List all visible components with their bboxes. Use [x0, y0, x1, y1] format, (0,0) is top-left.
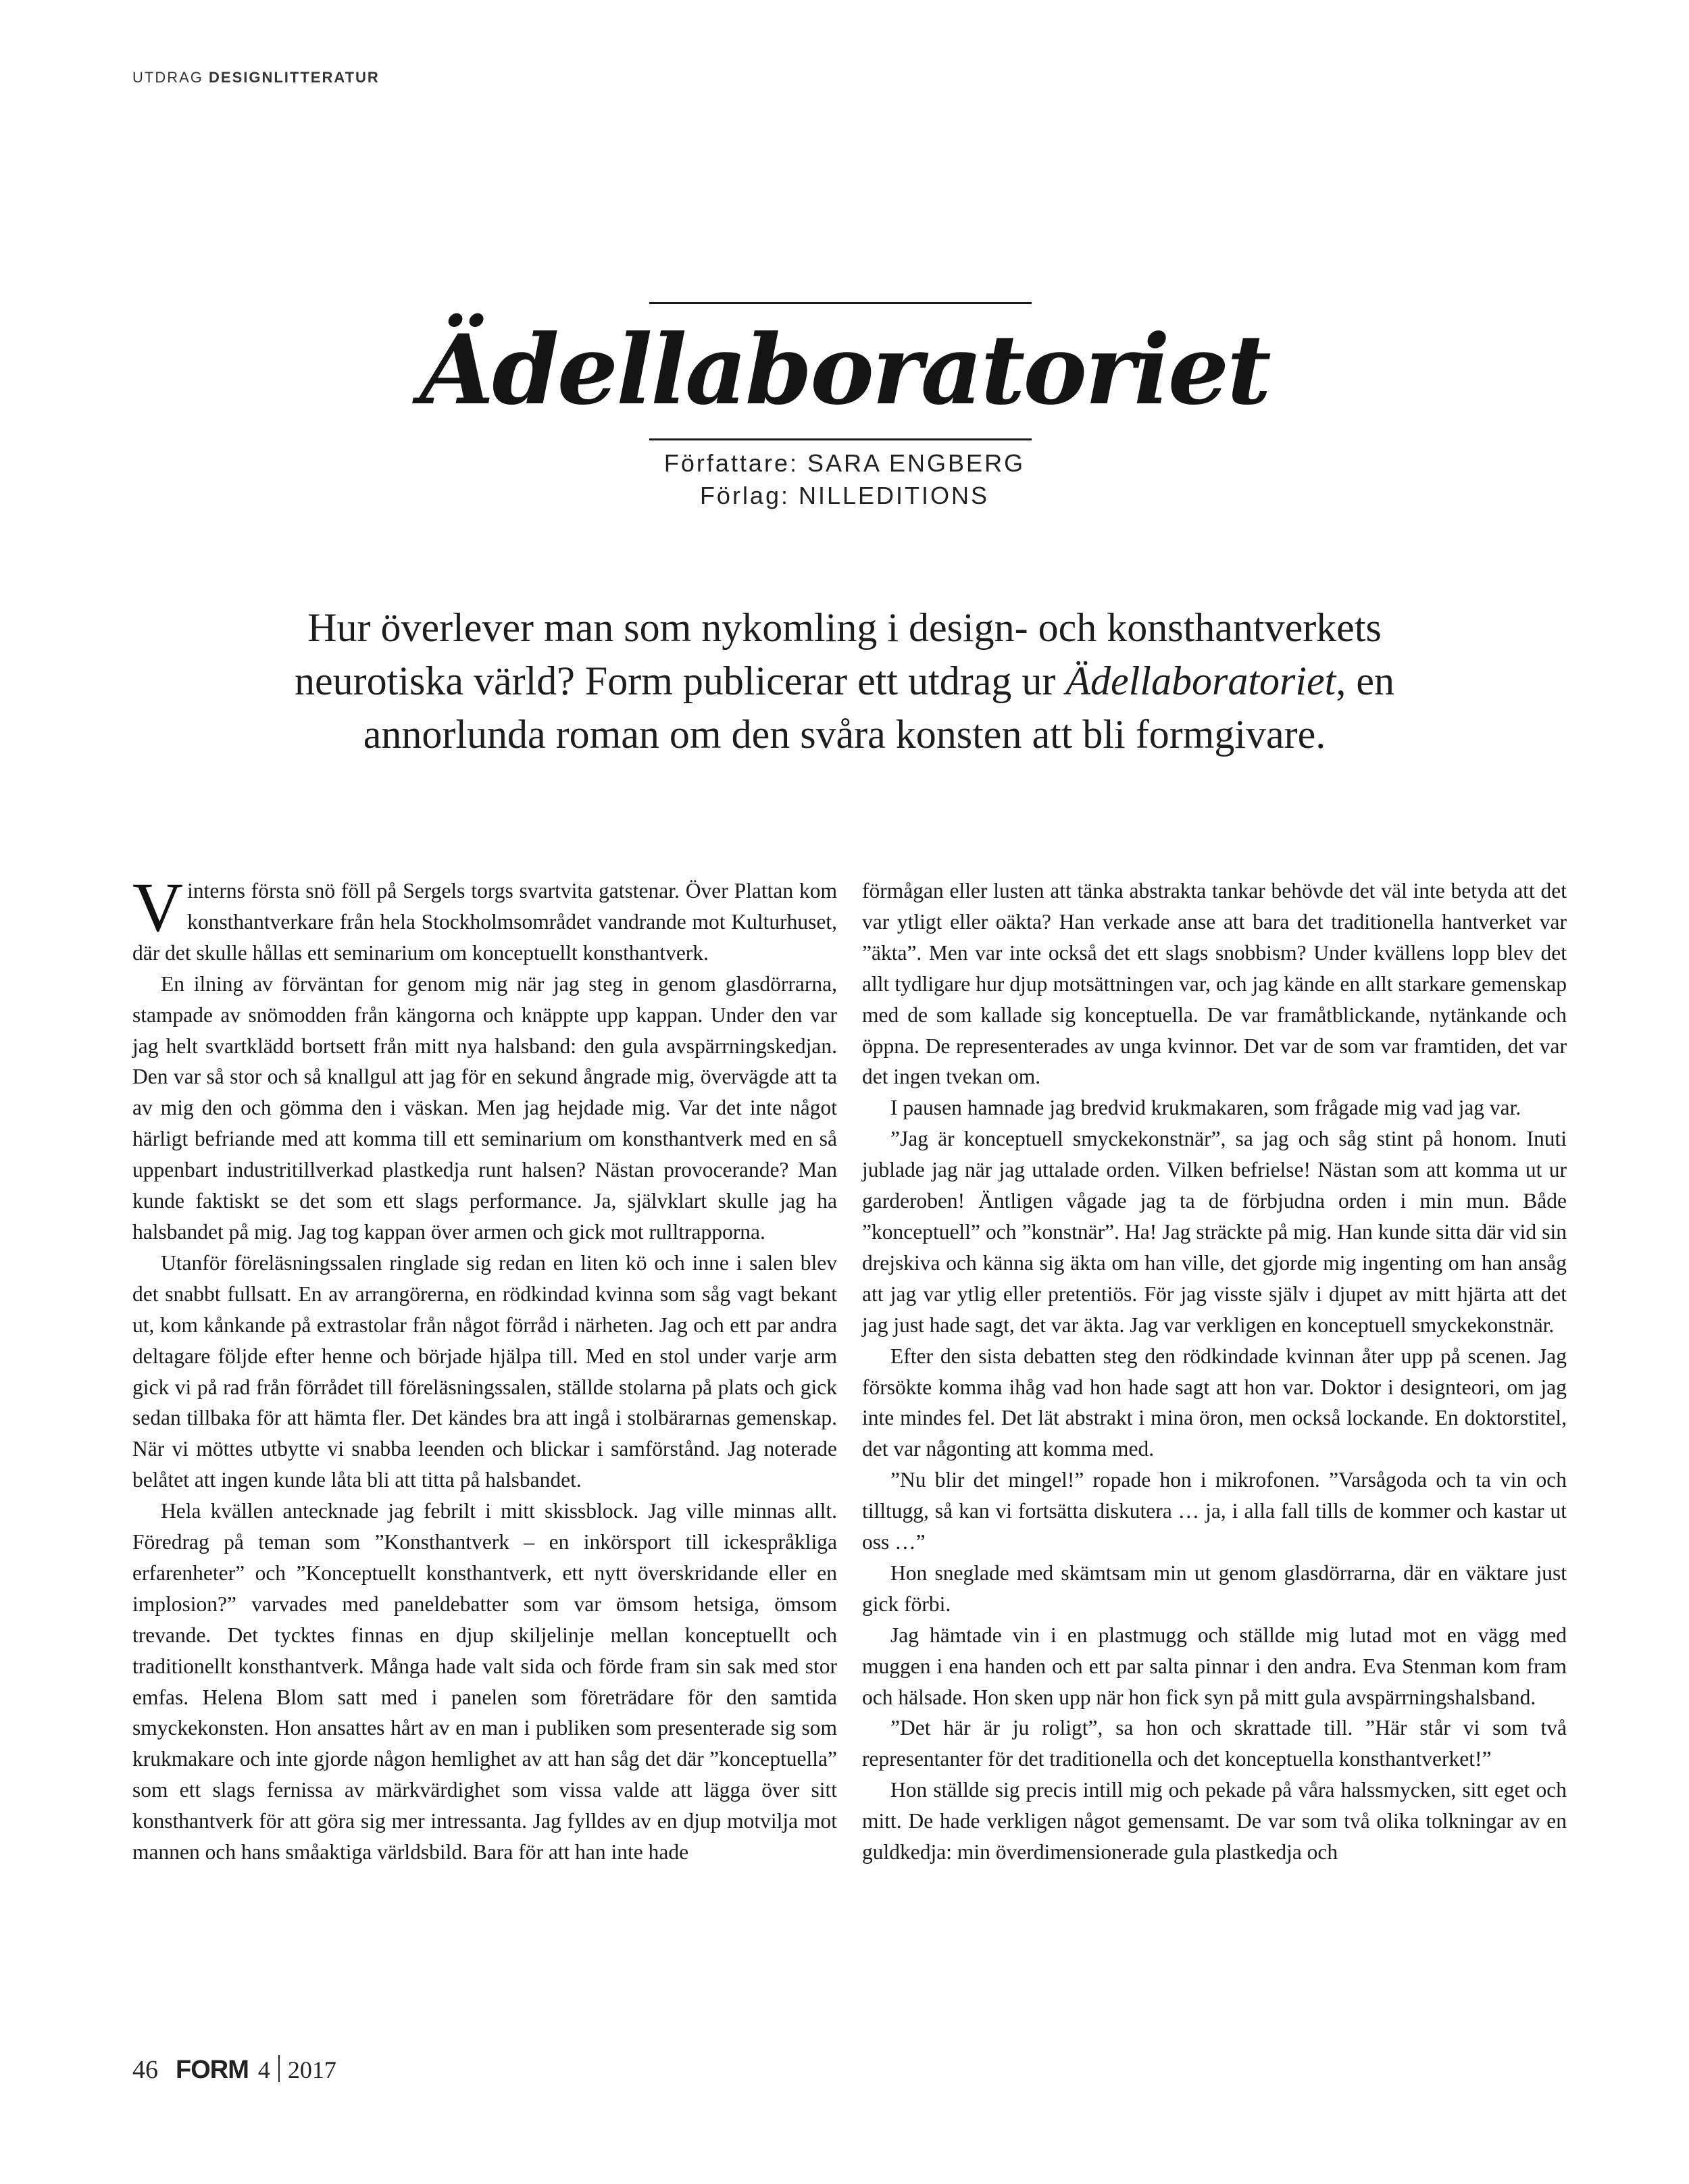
- body-paragraph: Utanför föreläsningssalen ringlade sig redan en liten kö och inne i salen blev det snabbt fullsatt. En av arrangörerna, en rödkindad kvinna som såg vagt bekant ut, kom kånkande på extrastolar från något förråd i närheten. Jag och ett par andra deltagare följde efter henne och började hjälpa till. Med en stol under varje arm gick vi på rad från förrådet till föreläsningssalen, ställde stolarna på plats och gick sedan tillbaka för att hämta fler. Det kändes bra att ingå i stolbärarnas gemenskap. När vi möttes utbytte vi snabba leenden och blickar i samförstånd. Jag noterade belåtet att ingen kunde låta bli att titta på halsbandet.: [132, 1250, 837, 1492]
- publisher-label: Förlag:: [699, 482, 790, 509]
- publisher-name: NILLEDITIONS: [799, 482, 990, 509]
- drop-cap: V: [132, 869, 184, 946]
- publisher-line: [513, 480, 1176, 512]
- lead-book-title: Ädellaboratoriet: [1065, 659, 1336, 703]
- lead-part-2: , en annorlunda roman om den svåra konsten att bli formgivare.: [363, 659, 1394, 757]
- body-paragraph: Hela kvällen antecknade jag febrilt i mitt skissblock. Jag ville minnas allt. Föredrag på teman som ”Konsthantverk – en inkörsport till ickespråkliga erfarenheter” och ”Konceptuellt konsthantverk, ett nytt överskridande eller en implosion?” varvades med paneldebatter som var ömsom hetsiga, ömsom trevande. Det tycktes finnas en djup skiljelinje mellan konceptuellt och traditionellt konsthantverk. Många hade valt sida och förde fram sin sak med stor emfas. Helena Blom satt med i panelen som företrädare för den samtida smyckekonsten. Hon ansattes hårt av en man i publiken som presenterade sig som krukmakare och inte gjorde någon hemlighet av att han såg det där ”konceptuella” som ett slags fernissa av märkvärdighet som vissa valde att lägga över sitt konsthantverk för att göra sig mer intressanta. Jag fylldes av en djup motvilja mot mannen och hans småaktiga världsbild. Bara för att han inte hade: [132, 1499, 837, 1864]
- author-line: [513, 447, 1176, 480]
- body-paragraph: I pausen hamnade jag bredvid krukmakaren, som frågade mig vad jag var.: [890, 1096, 1521, 1120]
- issue-number: 4: [257, 2056, 270, 2083]
- body-paragraph: Hon sneglade med skämtsam min ut genom glasdörrarna, där en väktare just gick förbi.: [862, 1560, 1567, 1616]
- body-paragraph: Hon ställde sig precis intill mig och pekade på våra halssmycken, sitt eget och mitt. De hade verkligen något gemensamt. De var som två olika tolkningar av en guldkedja: min överdimensionerade gula plastkedja och: [862, 1778, 1567, 1864]
- author-label: Författare:: [663, 449, 799, 477]
- body-column-left: [132, 869, 837, 1868]
- section-label: [132, 69, 380, 86]
- paragraph-text: interns första snö föll på Sergels torgs svartvita gatstenar. Över Plattan kom konsthantverkare från hela Stockholmsområdet vandrande mot Kulturhuset, där det skulle hållas ett seminarium om konceptuellt konsthantverk.: [132, 879, 837, 965]
- section-label-light: UTDRAG: [132, 69, 203, 86]
- body-paragraph: En ilning av förväntan for genom mig när jag steg in genom glasdörrarna, stampade av snömodden från kängorna och knäppte upp kappan. Under den var jag helt svartklädd bortsett från mitt nya halsband: den gula avspärrningskedjan. Den var så stor och så knallgul att jag för en sekund ångrade mig, övervägde att ta av mig den och gömma den i väskan. Men jag hejdade mig. Var det inte något härligt befriande med att komma till ett seminarium om konsthantverk med en så uppenbart industritillverkad plastkedja runt halsen? Nästan provocerande? Man kunde faktiskt se det som ett slags performance. Ja, självklart skulle jag ha halsbandet på mig. Jag tog kappan över armen och gick mot rulltrapporna.: [132, 971, 837, 1244]
- body-paragraph: Jag hämtade vin i en plastmugg och ställde mig lutad mot en vägg med muggen i ena handen och ett par salta pinnar i den andra. Eva Stenman kom fram och hälsade. Hon sken upp när hon fick syn på mitt gula avspärrningshalsband.: [862, 1623, 1567, 1709]
- section-label-bold: DESIGNLITTERATUR: [209, 69, 380, 86]
- body-paragraph: ”Jag är konceptuell smyckekonstnär”, sa jag och såg stint på honom. Inuti jublade jag när jag uttalade orden. Vilken befrielse! Nästan som att komma ut ur garderoben! Äntligen vågade jag ta de förbjudna orden i min mun. Både ”konceptuell” och ”konstnär”. Ha! Jag sträckte på mig. Han kunde sitta där vid sin drejskiva och känna sig äkta om han ville, det gjorde mig ingenting om han ansåg att jag var ytlig eller pretentiös. För jag visste själv i djupet av mitt hjärta att det jag just hade sagt, det var äkta. Jag var verkligen en konceptuell smyckekonstnär.: [862, 1127, 1567, 1337]
- page-number: 46: [132, 2056, 158, 2084]
- credits: [513, 447, 1176, 512]
- body-paragraph: [132, 869, 837, 969]
- body-paragraph: Efter den sista debatten steg den rödkindade kvinnan åter upp på scenen. Jag försökte komma ihåg vad hon hade sagt att hon var. Doktor i designteori, om jag inte mindes fel. Det lät abstrakt i mina öron, men också lockande. En doktorstitel, det var någonting att komma med.: [862, 1344, 1567, 1461]
- title-rule-bottom: [649, 438, 1032, 440]
- body-paragraph: ”Det här är ju roligt”, sa hon och skrattade till. ”Här står vi som två representanter för det traditionella och det konceptuella konsthantverket!”: [862, 1716, 1567, 1771]
- magazine-logo: FORM: [176, 2056, 249, 2084]
- page-footer: [132, 2051, 336, 2085]
- lead-paragraph: [243, 601, 1446, 761]
- article-title: Ädellaboratoriet: [420, 314, 1269, 426]
- footer-divider: [278, 2055, 280, 2082]
- body-column-right: [862, 875, 1567, 1868]
- body-paragraph: förmågan eller lusten att tänka abstrakta tankar behövde det väl inte betyda att det var ytligt eller oäkta? Han verkade anse att bara det traditionella hantverket var ”äkta”. Men var inte också det ett slags snobbism? Under kvällens lopp blev det allt tydligare hur djup motsättningen var, och jag kände en allt starkare gemenskap med de som kallade sig konceptuella. De var framåtblickande, nytänkande och öppna. De representerades av unga kvinnor. Det var de som var framtiden, det var det ingen tvekan om.: [862, 879, 1567, 1089]
- issue-year: 2017: [287, 2056, 336, 2083]
- author-name: SARA ENGBERG: [807, 449, 1026, 477]
- lead-part-1: Hur överlever man som nykomling i design- och konsthantverkets neurotiska värld? Form publicerar ett utdrag ur: [295, 605, 1382, 703]
- body-paragraph: ”Nu blir det mingel!” ropade hon i mikrofonen. ”Varsågoda och ta vin och tilltugg, så kan vi fortsätta diskutera … ja, i alla fall tills de kommer och kastar ut oss …”: [862, 1468, 1567, 1554]
